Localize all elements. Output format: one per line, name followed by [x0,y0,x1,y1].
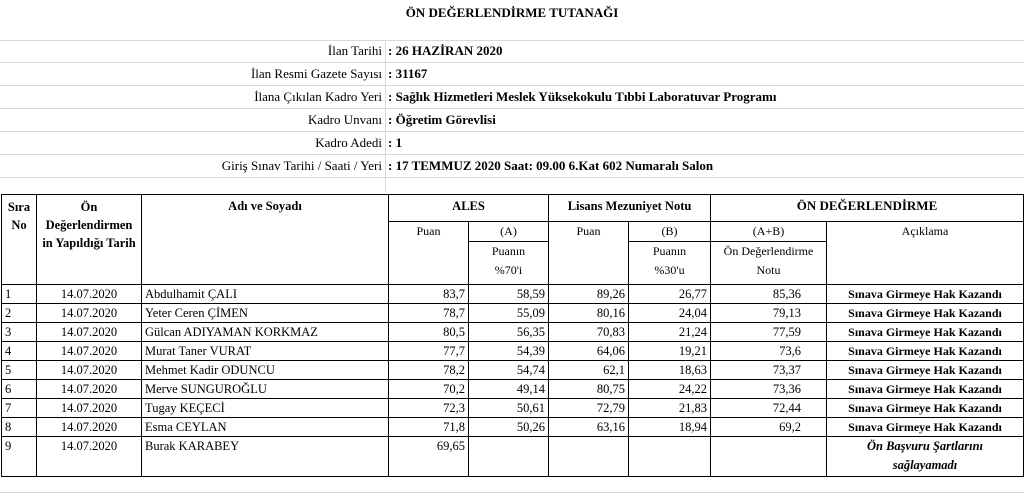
col-header-ales-puan: Puan [389,222,469,285]
col-header-b-label: (B) [629,222,710,242]
cell-name: Yeter Ceren ÇİMEN [142,304,389,323]
col-header-ab [711,222,827,285]
cell-no: 7 [2,399,37,418]
table-row [2,437,1024,477]
cell-date: 14.07.2020 [37,285,142,304]
cell-a: 50,26 [469,418,549,437]
info-row-kadro-unvani [0,109,1024,132]
cell-name: Mehmet Kadir ODUNCU [142,361,389,380]
cell-name: Gülcan ADIYAMAN KORKMAZ [142,323,389,342]
info-value: : 1 [388,135,403,150]
col-header-lisans: Lisans Mezuniyet Notu [549,195,711,222]
cell-lisans: 62,1 [549,361,629,380]
table-row [2,418,1024,437]
col-header-b [629,222,711,285]
cell-ales: 78,7 [389,304,469,323]
cell-b: 21,24 [629,323,711,342]
cell-a: 50,61 [469,399,549,418]
cell-a [469,437,549,477]
col-header-lisans-puan: Puan [549,222,629,285]
cell-name: Abdulhamit ÇALI [142,285,389,304]
cell-a: 49,14 [469,380,549,399]
cell-no: 1 [2,285,37,304]
cell-ales: 83,7 [389,285,469,304]
cell-date: 14.07.2020 [37,361,142,380]
cell-name: Esma CEYLAN [142,418,389,437]
cell-no: 4 [2,342,37,361]
cell-ab: 73,6 [711,342,827,361]
col-header-tarih: Ön Değerlendirmen in Yapıldığı Tarih [37,195,142,285]
cell-no: 9 [2,437,37,477]
col-header-aciklama: Açıklama [827,222,1024,285]
cell-lisans: 80,75 [549,380,629,399]
cell-lisans: 64,06 [549,342,629,361]
cell-no: 6 [2,380,37,399]
cell-ales: 78,2 [389,361,469,380]
info-row-kadro-adedi [0,132,1024,155]
cell-a: 54,74 [469,361,549,380]
cell-b: 24,22 [629,380,711,399]
cell-ab [711,437,827,477]
cell-date: 14.07.2020 [37,342,142,361]
cell-a: 58,59 [469,285,549,304]
cell-b: 26,77 [629,285,711,304]
info-value: : Öğretim Görevlisi [388,112,496,127]
page-title: ÖN DEĞERLENDİRME TUTANAĞI [0,0,1024,41]
col-header-a-label: (A) [469,222,548,242]
cell-b: 18,63 [629,361,711,380]
cell-ales: 72,3 [389,399,469,418]
header-row-1 [2,195,1024,222]
table-row [2,342,1024,361]
info-row-gazete [0,63,1024,86]
table-row [2,399,1024,418]
info-label: Giriş Sınav Tarihi / Saati / Yeri [221,158,382,173]
cell-no: 2 [2,304,37,323]
cell-ab: 77,59 [711,323,827,342]
col-header-on-degerlendirme: ÖN DEĞERLENDİRME [711,195,1024,222]
cell-ales: 77,7 [389,342,469,361]
info-label: İlana Çıkılan Kadro Yeri [254,89,382,104]
info-label: İlan Resmi Gazete Sayısı [250,66,382,81]
table-row [2,304,1024,323]
info-label: İlan Tarihi [327,43,382,58]
table-row [2,380,1024,399]
col-header-a [469,222,549,285]
cell-note: Sınava Girmeye Hak Kazandı [827,304,1024,323]
cell-date: 14.07.2020 [37,323,142,342]
info-row-ilan-tarihi [0,40,1024,63]
cell-lisans: 72,79 [549,399,629,418]
cell-ales: 80,5 [389,323,469,342]
info-label: Kadro Adedi [315,135,382,150]
col-header-a-sub: Puanın %70'i [491,244,526,277]
cell-date: 14.07.2020 [37,418,142,437]
gridline [0,492,1024,493]
cell-note: Sınava Girmeye Hak Kazandı [827,418,1024,437]
cell-note: Sınava Girmeye Hak Kazandı [827,399,1024,418]
cell-b: 19,21 [629,342,711,361]
cell-name: Merve SUNGUROĞLU [142,380,389,399]
cell-ab: 73,36 [711,380,827,399]
table-row [2,323,1024,342]
cell-name: Burak KARABEY [142,437,389,477]
cell-note: Ön Başvuru Şartlarını sağlayamadı [827,437,1024,477]
cell-note: Sınava Girmeye Hak Kazandı [827,285,1024,304]
cell-no: 5 [2,361,37,380]
info-value: : 26 HAZİRAN 2020 [388,43,503,58]
cell-ab: 72,44 [711,399,827,418]
cell-ales: 69,65 [389,437,469,477]
cell-name: Murat Taner VURAT [142,342,389,361]
info-value: : 31167 [388,66,428,81]
cell-date: 14.07.2020 [37,380,142,399]
cell-ab: 79,13 [711,304,827,323]
cell-lisans: 63,16 [549,418,629,437]
table-row [2,285,1024,304]
info-row-sinav [0,155,1024,178]
col-header-b-sub: Puanın %30'u [652,244,687,277]
cell-b [629,437,711,477]
info-value: : 17 TEMMUZ 2020 Saat: 09.00 6.Kat 602 Numaralı Salon [388,158,714,173]
cell-no: 8 [2,418,37,437]
col-header-ales: ALES [389,195,549,222]
cell-ab: 69,2 [711,418,827,437]
cell-ab: 85,36 [711,285,827,304]
cell-date: 14.07.2020 [37,437,142,477]
cell-name: Tugay KEÇECİ [142,399,389,418]
cell-note: Sınava Girmeye Hak Kazandı [827,342,1024,361]
cell-lisans: 89,26 [549,285,629,304]
info-label: Kadro Unvanı [307,112,382,127]
cell-b: 21,83 [629,399,711,418]
cell-ales: 70,2 [389,380,469,399]
cell-lisans [549,437,629,477]
cell-b: 18,94 [629,418,711,437]
cell-a: 55,09 [469,304,549,323]
col-header-ab-sub: Ön Değerlendirme Notu [723,244,814,277]
cell-date: 14.07.2020 [37,304,142,323]
cell-note: Sınava Girmeye Hak Kazandı [827,380,1024,399]
cell-note: Sınava Girmeye Hak Kazandı [827,323,1024,342]
info-row-kadro-yeri [0,86,1024,109]
cell-a: 54,39 [469,342,549,361]
cell-b: 24,04 [629,304,711,323]
cell-ab: 73,37 [711,361,827,380]
info-value: : Sağlık Hizmetleri Meslek Yüksekokulu Tıbbi Laboratuvar Programı [388,89,777,104]
cell-ales: 71,8 [389,418,469,437]
cell-lisans: 70,83 [549,323,629,342]
cell-date: 14.07.2020 [37,399,142,418]
col-header-sira-no: Sıra No [2,195,37,285]
cell-lisans: 80,16 [549,304,629,323]
results-table [1,194,1024,477]
col-header-ab-label: (A+B) [711,222,826,242]
cell-note: Sınava Girmeye Hak Kazandı [827,361,1024,380]
col-header-ad-soyad: Adı ve Soyadı [142,195,389,285]
cell-no: 3 [2,323,37,342]
cell-a: 56,35 [469,323,549,342]
table-row [2,361,1024,380]
